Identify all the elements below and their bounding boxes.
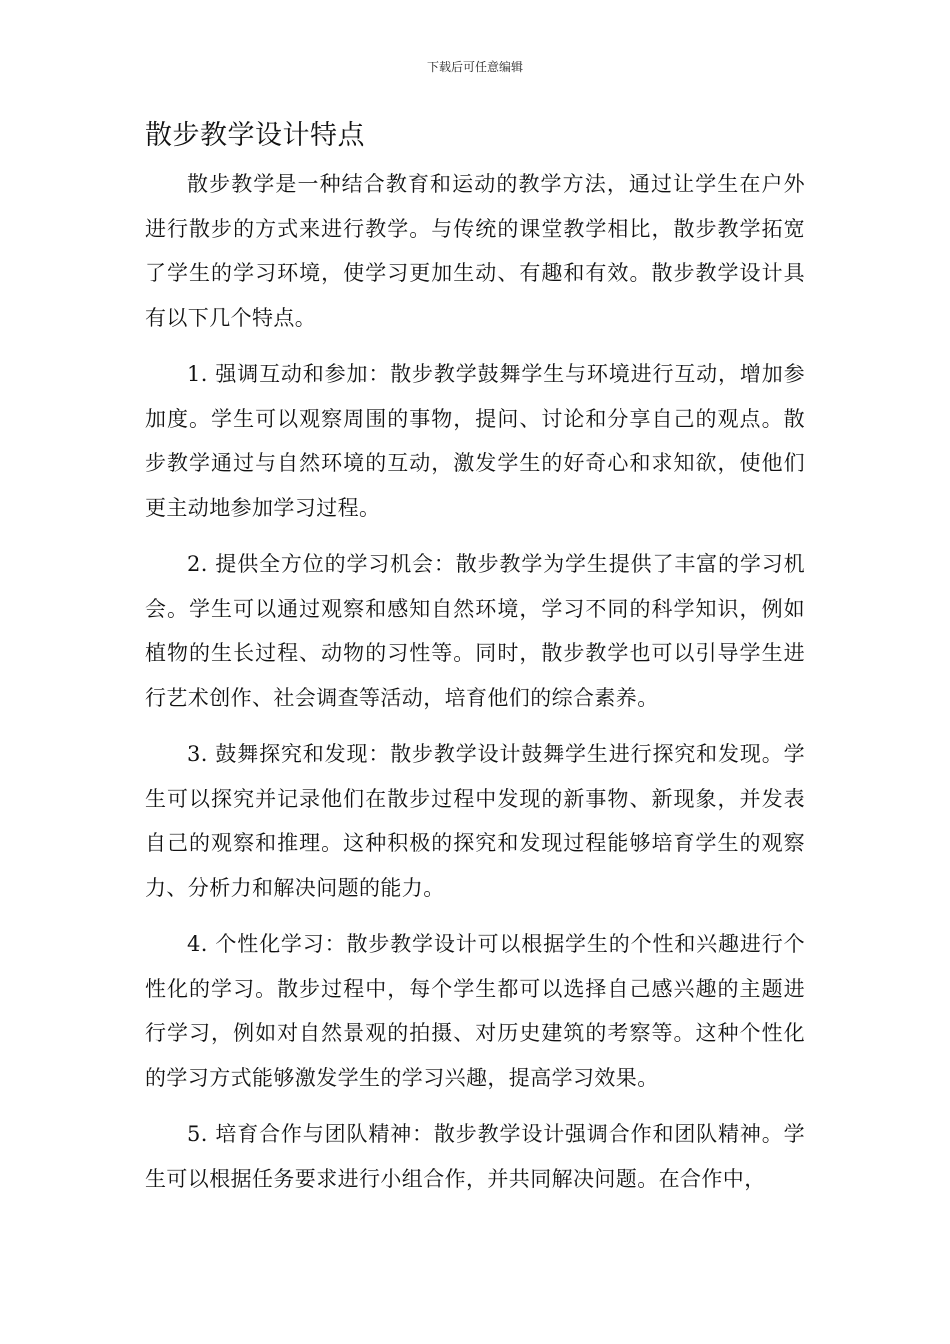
intro-paragraph: 散步教学是一种结合教育和运动的教学方法，通过让学生在户外进行散步的方式来进行教学。与传统的课堂教学相比，散步教学拓宽了学生的学习环境，使学习更加生动、有趣和有效。散步教学设计具有以下几个特点。 — [145, 172, 805, 330]
document-body — [145, 162, 805, 1213]
point-2-paragraph: 2. 提供全方位的学习机会：散步教学为学生提供了丰富的学习机会。学生可以通过观察和感知自然环境，学习不同的科学知识，例如植物的生长过程、动物的习性等。同时，散步教学也可以引导学生进行艺术创作、社会调查等活动，培育他们的综合素养。 — [145, 552, 805, 710]
document-title: 散步教学设计特点 — [145, 120, 365, 151]
point-1-paragraph: 1. 强调互动和参加：散步教学鼓舞学生与环境进行互动，增加参加度。学生可以观察周围的事物，提问、讨论和分享自己的观点。散步教学通过与自然环境的互动，激发学生的好奇心和求知欲，使他们更主动地参加学习过程。 — [145, 362, 805, 520]
point-5-paragraph: 5. 培育合作与团队精神：散步教学设计强调合作和团队精神。学生可以根据任务要求进行小组合作，并共同解决问题。在合作中， — [145, 1122, 805, 1191]
point-3-paragraph: 3. 鼓舞探究和发现：散步教学设计鼓舞学生进行探究和发现。学生可以探究并记录他们在散步过程中发现的新事物、新现象，并发表自己的观察和推理。这种积极的探究和发现过程能够培育学生的观察力、分析力和解决问题的能力。 — [145, 742, 805, 900]
page-header-note: 下载后可任意编辑 — [426, 60, 523, 74]
point-4-paragraph: 4. 个性化学习：散步教学设计可以根据学生的个性和兴趣进行个性化的学习。散步过程中，每个学生都可以选择自己感兴趣的主题进行学习，例如对自然景观的拍摄、对历史建筑的考察等。这种个性化的学习方式能够激发学生的学习兴趣，提高学习效果。 — [145, 932, 805, 1090]
